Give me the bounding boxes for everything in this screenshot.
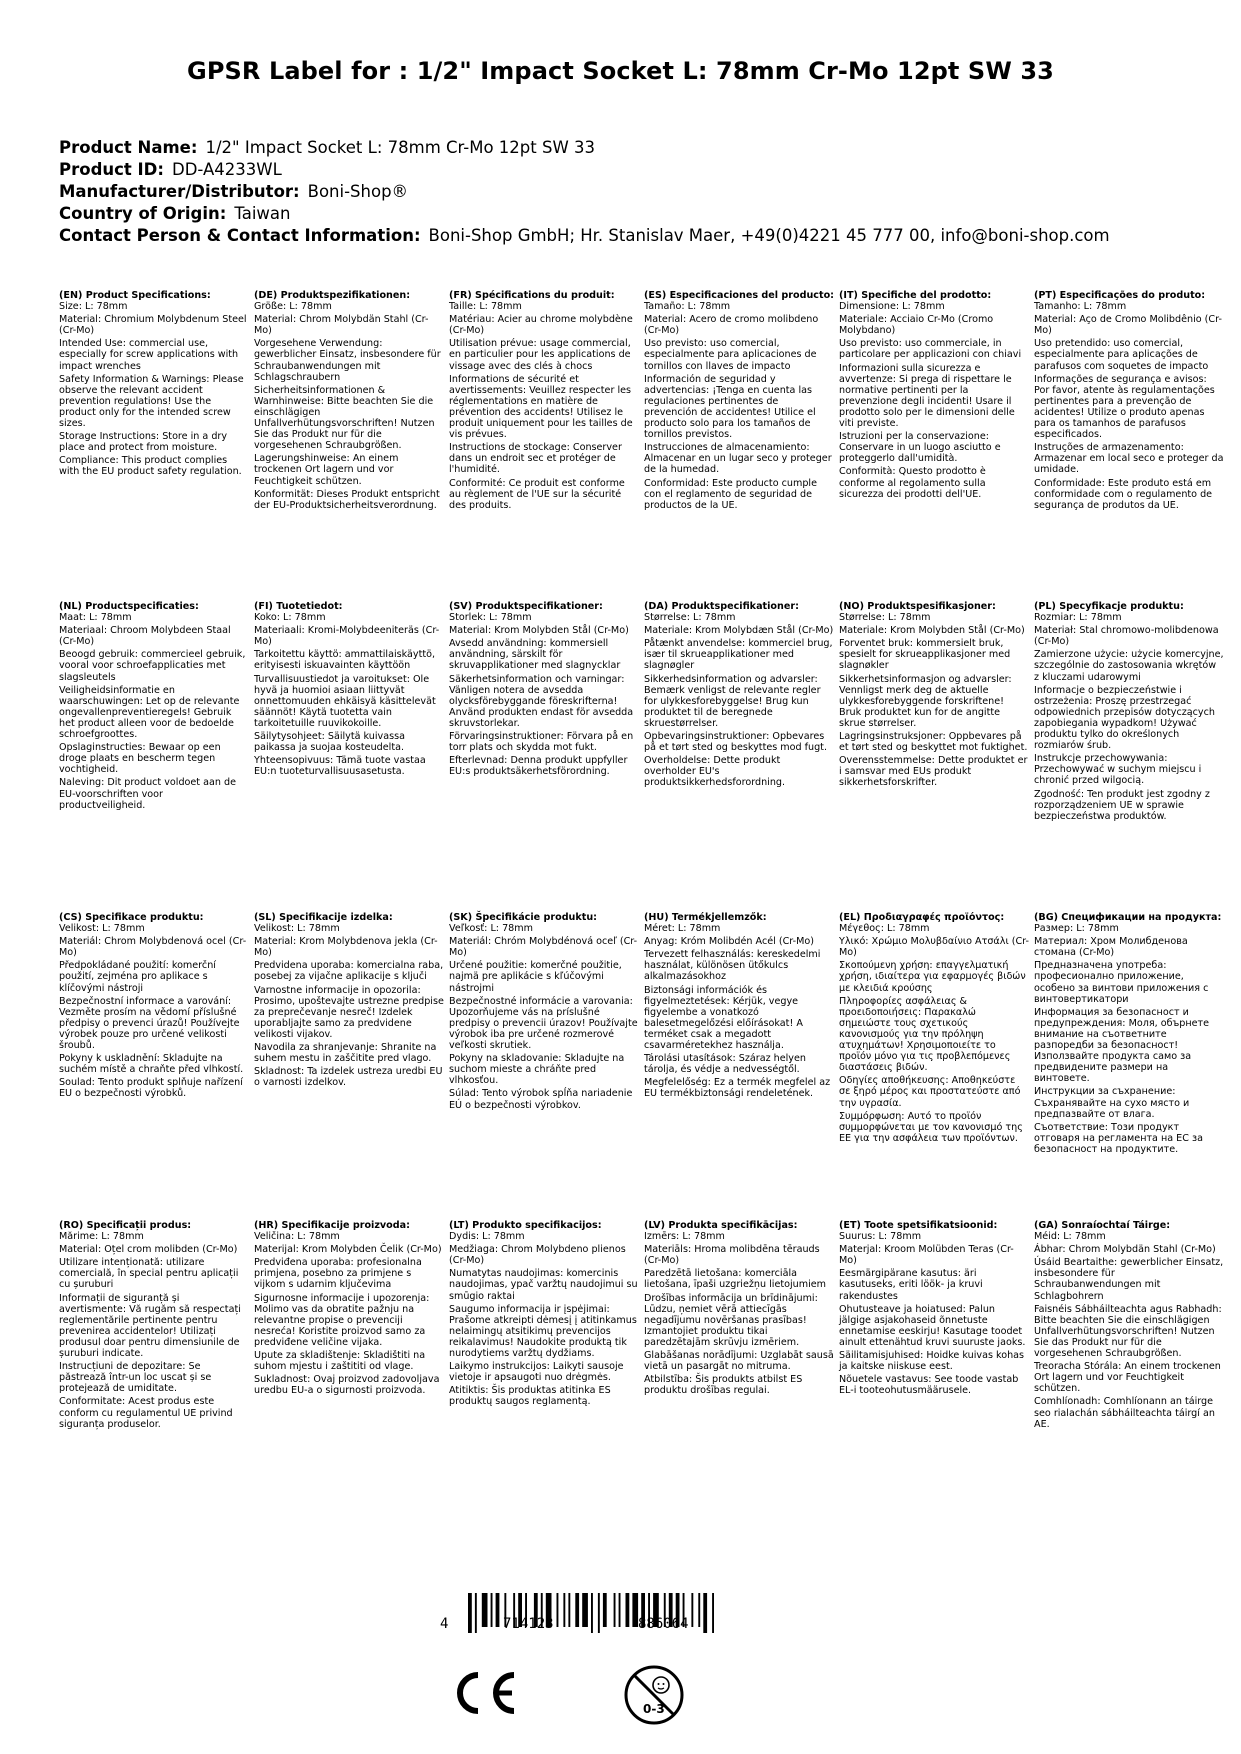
spec-field: Bezpečnostní informace a varování: Vezměte prosím na vědomí příslušné předpisy o prevenci úrazů! Používejte výrobek pouze pro určené velikosti šroubů. — [59, 995, 240, 1052]
spec-field: Izmērs: L: 78mm — [644, 1231, 725, 1243]
spec-field: Conformità: Questo prodotto è conforme al regolamento sulla sicurezza dei prodotti dell'UE. — [839, 466, 986, 500]
age-range-label: 0-3 — [643, 1702, 665, 1716]
spec-field: Veľkosť: L: 78mm — [449, 923, 533, 935]
spec-field: Megfelelőség: Ez a termék megfelel az EU termékbiztonsági rendeletének. — [644, 1077, 831, 1100]
info-value: DD-A4233WL — [171, 160, 282, 179]
spec-field: Conformitate: Acest produs este conform cu regulamentul UE privind siguranța produselor. — [59, 1396, 233, 1430]
spec-field: Safety Information & Warnings: Please observe the relevant accident prevention regulations! Use the product only for the intended screw sizes. — [59, 373, 244, 430]
spec-heading: (DA) Produktspecifikationer: — [644, 601, 799, 612]
spec-field: Tervezett felhasználás: kereskedelmi használat, különösen ütőkulcs alkalmazásokhoz — [644, 949, 821, 983]
ce-mark-icon — [450, 1670, 520, 1716]
spec-section — [1034, 601, 1224, 822]
info-value: Taiwan — [234, 204, 291, 223]
spec-field: Maat: L: 78mm — [59, 612, 132, 624]
spec-field: Soulad: Tento produkt splňuje nařízení EU o bezpečnosti výrobků. — [59, 1077, 243, 1100]
spec-section — [254, 290, 444, 511]
spec-section — [59, 601, 249, 811]
info-value: Boni-Shop GmbH; Hr. Stanislav Maer, +49(0)4221 45 777 00, info@boni-shop.com — [428, 226, 1110, 245]
spec-field: Opbevaringsinstruktioner: Opbevares på et tørt sted og beskyttes mod fugt. — [644, 731, 827, 754]
spec-field: Tárolási utasítások: Száraz helyen tárolja, és védje a nedvességtől. — [644, 1053, 806, 1076]
spec-field: Numatytas naudojimas: komercinis naudojimas, ypač varžtų naudojimui su smūgio raktai — [449, 1268, 638, 1302]
spec-field: Rozmiar: L: 78mm — [1034, 612, 1122, 624]
spec-field: Vorgesehene Verwendung: gewerblicher Einsatz, insbesondere für Schraubanwendungen mit Schlagschraubern — [254, 338, 441, 383]
spec-field: Utilizare intenționată: utilizare comercială, în special pentru aplicații cu șuruburi — [59, 1257, 239, 1291]
spec-field: Uso pretendido: uso comercial, especialmente para aplicações de parafusos com soquetes de impacto — [1034, 338, 1209, 372]
spec-field: Dimensione: L: 78mm — [839, 301, 945, 313]
spec-field: Dydis: L: 78mm — [449, 1231, 525, 1243]
spec-heading: (SV) Produktspecifikationer: — [449, 601, 603, 612]
spec-field: Informações de segurança e avisos: Por favor, atente às regulamentações pertinentes para a prevenção de acidentes! Utilize o produto apenas para os tamanhos de parafusos especificados. — [1034, 373, 1215, 441]
spec-field: Skladnost: Ta izdelek ustreza uredbi EU o varnosti izdelkov. — [254, 1066, 443, 1089]
spec-field: Materiale: Krom Molybdæn Stål (Cr-Mo) — [644, 625, 834, 637]
spec-heading: (DE) Produktspezifikationen: — [254, 290, 411, 301]
spec-heading: (SL) Specifikacije izdelka: — [254, 912, 393, 923]
spec-section — [449, 1220, 639, 1408]
spec-field: Předpokládané použití: komerční použití, zejména pro aplikace s klíčovými nástroji — [59, 960, 216, 994]
spec-field: Opslaginstructies: Bewaar op een droge plaats en bescherm tegen vochtigheid. — [59, 742, 221, 776]
spec-field: Taille: L: 78mm — [449, 301, 522, 313]
spec-section — [1034, 290, 1224, 511]
spec-field: Comhlíonadh: Comhlíonann an táirge seo rialachán sábháilteachta táirgí an AE. — [1034, 1396, 1215, 1430]
spec-field: Faisnéis Sábháilteachta agus Rabhadh: Bitte beachten Sie die einschlägigen Unfallverhütungsvorschriften! Nutzen Sie das Produkt nur für die vorgesehenen Schraubgrößen. — [1034, 1303, 1222, 1360]
spec-field: Compliance: This product complies with the EU product safety regulation. — [59, 455, 242, 478]
spec-field: Atitiktis: Šis produktas atitinka ES produktų saugos reglamentą. — [449, 1385, 611, 1408]
info-label: Country of Origin: — [59, 204, 227, 223]
spec-field: Påtænkt anvendelse: kommerciel brug, især til skrueapplikationer med slagnøgler — [644, 638, 833, 672]
spec-field: Säkerhetsinformation och varningar: Vänligen notera de avsedda olycksförebyggande föreskrifterna! Använd produkten endast för avsedda skruvstorlekar. — [449, 673, 634, 729]
spec-field: Varnostne informacije in opozorila: Prosimo, upoštevajte ustrezne predpise za preprečevanje nesreč! Izdelek uporabljajte samo za predvidene velikosti vijakov. — [254, 984, 444, 1040]
spec-field: Instructions de stockage: Conserver dans un endroit sec et protéger de l'humidité. — [449, 442, 622, 476]
spec-field: Предназначена употреба: професионално приложение, особено за винтови приложения с винтовертикатори — [1034, 960, 1209, 1005]
spec-field: Υλικό: Χρώμιο Μολυβδαίνιο Ατσάλι (Cr-Mo) — [839, 936, 1029, 959]
spec-section — [449, 290, 639, 511]
spec-field: Säilytysohjeet: Säilytä kuivassa paikassa ja suojaa kosteudelta. — [254, 731, 405, 754]
spec-heading: (RO) Specificații produs: — [59, 1220, 192, 1231]
spec-field: Materiál: Chróm Molybdénová oceľ (Cr-Mo) — [449, 936, 638, 959]
spec-field: Materjal: Kroom Molübden Teras (Cr-Mo) — [839, 1244, 1014, 1267]
info-row — [59, 137, 1199, 159]
barcode-digit-first: 4 — [440, 1616, 449, 1632]
info-label: Contact Person & Contact Information: — [59, 226, 421, 245]
info-value: Boni-Shop® — [307, 182, 409, 201]
spec-field: Materijal: Krom Molybden Čelik (Cr-Mo) — [254, 1244, 442, 1256]
spec-field: Forventet bruk: kommersielt bruk, spesielt for skrueapplikasjoner med slagnøkler — [839, 638, 1011, 672]
spec-field: Съответствие: Този продукт отговаря на регламента на ЕС за безопасност на продуктите. — [1034, 1121, 1203, 1155]
spec-field: Størrelse: L: 78mm — [644, 612, 736, 624]
spec-heading: (GA) Sonraíochtaí Táirge: — [1034, 1220, 1171, 1231]
spec-field: Conformité: Ce produit est conforme au règlement de l'UE sur la sécurité des produits. — [449, 477, 625, 511]
spec-field: Drošības informācija un brīdinājumi: Lūdzu, ņemiet vērā attiecīgās negadījumu novēršanas prasības! Izmantojiet produktu tikai paredzētajām skrūvju izmēriem. — [644, 1292, 818, 1348]
spec-section — [644, 601, 834, 789]
spec-field: Πληροφορίες ασφάλειας & προειδοποιήσεις: Παρακαλώ σημειώστε τους σχετικούς κανονισμούς για την πρόληψη ατυχημάτων! Χρησιμοποιείτε το προϊόν μόνο για τις προβλεπόμενες διαστάσεις βιδών. — [839, 995, 1011, 1074]
spec-field: Material: Krom Molybdenova jekla (Cr-Mo) — [254, 936, 438, 959]
spec-field: Material: Chrom Molybdän Stahl (Cr-Mo) — [254, 314, 429, 337]
spec-section — [59, 290, 249, 478]
spec-field: Conformidade: Este produto está em conformidade com o regulamento de segurança de produtos da UE. — [1034, 477, 1213, 511]
spec-field: Información de seguridad y advertencias: ¡Tenga en cuenta las regulaciones pertinentes de prevención de accidentes! Utilice el producto solo para los tamaños de tornillos previstos. — [644, 373, 816, 441]
spec-heading: (SK) Špecifikácie produktu: — [449, 912, 598, 923]
spec-field: Beoogd gebruik: commercieel gebruik, vooral voor schroefapplicaties met slagsleutels — [59, 649, 246, 683]
spec-section — [1034, 912, 1224, 1155]
spec-heading: (FR) Spécifications du produit: — [449, 290, 615, 301]
info-row — [59, 203, 1199, 225]
spec-field: Sukladnost: Ovaj proizvod zadovoljava uredbu EU-a o sigurnosti proizvoda. — [254, 1374, 440, 1397]
spec-field: Velikost: L: 78mm — [254, 923, 340, 935]
spec-field: Upute za skladištenje: Skladištiti na suhom mjestu i zaštititi od vlage. — [254, 1350, 426, 1373]
spec-field: Navodila za shranjevanje: Shranite na suhem mestu in zaščitite pred vlago. — [254, 1042, 437, 1065]
spec-field: Material: Krom Molybden Stål (Cr-Mo) — [449, 625, 629, 637]
spec-field: Avsedd användning: kommersiell användning, särskilt för skruvapplikationer med slagnycklar — [449, 638, 621, 672]
spec-field: Zamierzone użycie: użycie komercyjne, szczególnie do zastosowania wkrętów z kluczami udarowymi — [1034, 649, 1224, 683]
spec-field: Förvaringsinstruktioner: Förvara på en torr plats och skydda mot fukt. — [449, 731, 634, 754]
barcode-digits-right: 886064 — [638, 1616, 689, 1632]
spec-field: Säilitamisjuhised: Hoidke kuivas kohas ja kaitske niiskuse eest. — [839, 1350, 1025, 1373]
spec-field: Určené použitie: komerčné použitie, najmä pre aplikácie s kľúčovými nástrojmi — [449, 960, 622, 994]
spec-heading: (ES) Especificaciones del producto: — [644, 290, 835, 301]
spec-field: Størrelse: L: 78mm — [839, 612, 931, 624]
spec-field: Suurus: L: 78mm — [839, 1231, 922, 1243]
spec-field: Méret: L: 78mm — [644, 923, 721, 935]
spec-heading: (LT) Produkto specifikacijos: — [449, 1220, 602, 1231]
spec-field: Úsáid Beartaithe: gewerblicher Einsatz, insbesondere für Schraubanwendungen mit Schlagbohrern — [1034, 1257, 1224, 1302]
spec-field: Tamanho: L: 78mm — [1034, 301, 1127, 313]
spec-field: Medžiaga: Chrom Molybdeno plienos (Cr-Mo) — [449, 1244, 626, 1267]
spec-field: Materiaal: Chroom Molybdeen Staal (Cr-Mo) — [59, 625, 231, 648]
spec-section — [254, 601, 444, 777]
spec-field: Bezpečnostné informácie a varovania: Upozorňujeme vás na príslušné predpisy o prevencii úrazov! Používajte výrobok iba pre určené rozmerové veľkosti skrutiek. — [449, 995, 638, 1052]
not-for-children-0-3-icon — [623, 1664, 685, 1726]
spec-section — [644, 912, 834, 1100]
spec-field: Ábhar: Chrom Molybdän Stahl (Cr-Mo) — [1034, 1244, 1216, 1256]
spec-heading: (PT) Especificações do produto: — [1034, 290, 1206, 301]
spec-field: Anyag: Króm Molibdén Acél (Cr-Mo) — [644, 936, 814, 948]
spec-field: Súlad: Tento výrobok spĺňa nariadenie EÚ o bezpečnosti výrobkov. — [449, 1088, 633, 1111]
spec-field: Storlek: L: 78mm — [449, 612, 532, 624]
spec-section — [839, 601, 1029, 789]
spec-field: Predviđena uporaba: profesionalna primjena, posebno za primjene s vijkom s udarnim ključevima — [254, 1257, 422, 1291]
spec-section — [644, 290, 834, 511]
spec-field: Istruzioni per la conservazione: Conservare in un luogo asciutto e proteggerlo dall'umidità. — [839, 431, 1001, 465]
spec-field: Efterlevnad: Denna produkt uppfyller EU:s produktsäkerhetsförordning. — [449, 755, 628, 778]
page-title: GPSR Label for : 1/2" Impact Socket L: 78mm Cr-Mo 12pt SW 33 — [187, 57, 1054, 85]
spec-field: Lagerungshinweise: An einem trockenen Ort lagern und vor Feuchtigkeit schützen. — [254, 453, 399, 487]
spec-field: Biztonsági információk és figyelmeztetések: Kérjük, vegye figyelembe a vonatkozó balesetmegelőzési előírásokat! A terméket csak a megadott csavarméretekhez használja. — [644, 984, 803, 1052]
spec-field: Saugumo informacija ir įspėjimai: Prašome atkreipti dėmesį į atitinkamus nelaimingų atsitikimų prevencijos reikalavimus! Naudokite produktą tik nurodytiems varžtų dydžiams. — [449, 1303, 637, 1360]
spec-field: Material: Oțel crom molibden (Cr-Mo) — [59, 1244, 238, 1256]
spec-field: Veličina: L: 78mm — [254, 1231, 340, 1243]
spec-field: Размер: L: 78mm — [1034, 923, 1119, 935]
info-label: Product ID: — [59, 160, 164, 179]
spec-heading: (HU) Termékjellemzők: — [644, 912, 767, 923]
spec-field: Koko: L: 78mm — [254, 612, 326, 624]
spec-field: Glabāšanas norādījumi: Uzglabāt sausā vietā un pasargāt no mitruma. — [644, 1350, 834, 1373]
spec-section — [839, 1220, 1029, 1396]
spec-field: Méid: L: 78mm — [1034, 1231, 1106, 1243]
spec-field: Материал: Хром Молибденова стомана (Cr-Mo) — [1034, 936, 1188, 959]
spec-field: Nõuetele vastavus: See toode vastab EL-i tooteohutusmäärusele. — [839, 1374, 1019, 1397]
spec-field: Informazioni sulla sicurezza e avvertenze: Si prega di rispettare le normative pertinenti per la prevenzione degli incidenti! Usare il prodotto solo per le dimensioni delle viti previste. — [839, 362, 1015, 430]
info-value: 1/2" Impact Socket L: 78mm Cr-Mo 12pt SW 33 — [205, 138, 596, 157]
spec-heading: (ET) Toote spetsifikatsioonid: — [839, 1220, 998, 1231]
spec-section — [59, 1220, 249, 1430]
spec-field: Yhteensopivuus: Tämä tuote vastaa EU:n tuoteturvallisuusasetusta. — [254, 755, 426, 778]
spec-field: Tamaño: L: 78mm — [644, 301, 731, 313]
spec-field: Materiál: Chrom Molybdenová ocel (Cr-Mo) — [59, 936, 247, 959]
spec-field: Instrukcje przechowywania: Przechowywać w suchym miejscu i chronić przed wilgocią. — [1034, 753, 1202, 787]
spec-heading: (EL) Προδιαγραφές προϊόντος: — [839, 912, 1005, 923]
spec-field: Predvidena uporaba: komercialna raba, posebej za vijačne aplikacije s ključi — [254, 960, 444, 983]
spec-field: Informations de sécurité et avertissements: Veuillez respecter les réglementations en matière de prévention des accidents! Utilisez le produit uniquement pour les tailles de vis prévues. — [449, 373, 633, 441]
spec-section — [59, 912, 249, 1100]
spec-field: Lagringsinstruksjoner: Oppbevares på et tørt sted og beskyttet mot fuktighet. — [839, 731, 1028, 754]
spec-field: Naleving: Dit product voldoet aan de EU-voorschriften voor productveiligheid. — [59, 777, 236, 811]
spec-heading: (LV) Produkta specifikācijas: — [644, 1220, 798, 1231]
spec-heading: (PL) Specyfikacje produktu: — [1034, 601, 1184, 612]
spec-field: Instrucciones de almacenamiento: Almacenar en un lugar seco y proteger de la humedad. — [644, 442, 832, 476]
spec-field: Intended Use: commercial use, especially for screw applications with impact wrenches — [59, 338, 239, 372]
spec-field: Σκοπούμενη χρήση: επαγγελματική χρήση, ιδιαίτερα για εφαρμογές βιδών με κλειδιά κρούσης — [839, 960, 1026, 994]
spec-field: Instrucțiuni de depozitare: Se păstrează într-un loc uscat și se protejează de umiditate. — [59, 1361, 212, 1395]
spec-field: Overholdelse: Dette produkt overholder EU's produktsikkerhedsforordning. — [644, 755, 786, 789]
spec-heading: (BG) Спецификации на продукта: — [1034, 912, 1222, 923]
spec-field: Instruções de armazenamento: Armazenar em local seco e proteger da umidade. — [1034, 442, 1224, 476]
spec-field: Laikymo instrukcijos: Laikyti sausoje vietoje ir apsaugoti nuo drėgmės. — [449, 1361, 624, 1384]
spec-field: Οδηγίες αποθήκευσης: Αποθηκεύστε σε ξηρό μέρος και προστατεύστε από την υγρασία. — [839, 1075, 1021, 1109]
spec-field: Materiale: Krom Molybden Stål (Cr-Mo) — [839, 625, 1025, 637]
spec-field: Συμμόρφωση: Αυτό το προϊόν συμμορφώνεται με τον κανονισμό της ΕΕ για την ασφάλεια των προϊόντων. — [839, 1110, 1023, 1144]
info-label: Manufacturer/Distributor: — [59, 182, 300, 201]
product-info — [59, 137, 1199, 247]
spec-field: Sikkerhetsinformasjon og advarsler: Vennligst merk deg de aktuelle ulykkesforebyggende forskriftene! Bruk produktet kun for de angitte skrue størrelser. — [839, 673, 1012, 729]
info-row — [59, 225, 1199, 247]
spec-field: Utilisation prévue: usage commercial, en particulier pour les applications de vissage avec des clés à chocs — [449, 338, 631, 372]
spec-field: Matériau: Acier au chrome molybdène (Cr-Mo) — [449, 314, 633, 337]
spec-field: Materiale: Acciaio Cr-Mo (Cromo Molybdano) — [839, 314, 994, 337]
info-row — [59, 181, 1199, 203]
spec-field: Informacje o bezpieczeństwie i ostrzeżenia: Proszę przestrzegać odpowiednich przepisów dotyczących zapobiegania wypadkom! Używać produktu tylko do określonych rozmiarów śrub. — [1034, 684, 1215, 752]
spec-field: Sigurnosne informacije i upozorenja: Molimo vas da obratite pažnju na relevantne propise o prevenciji nesreća! Koristite proizvod samo za predviđene veličine vijaka. — [254, 1292, 430, 1348]
barcode-digits-left: 714123 — [503, 1616, 554, 1632]
spec-field: Size: L: 78mm — [59, 301, 128, 313]
spec-field: Uso previsto: uso commerciale, in particolare per applicazioni con chiavi — [839, 338, 1022, 361]
spec-heading: (FI) Tuotetiedot: — [254, 601, 343, 612]
spec-field: Material: Acero de cromo molibdeno (Cr-Mo) — [644, 314, 819, 337]
spec-field: Treoracha Stórála: An einem trockenen Ort lagern und vor Feuchtigkeit schützen. — [1034, 1361, 1221, 1395]
spec-field: Materiāls: Hroma molibdēna tērauds (Cr-Mo) — [644, 1244, 820, 1267]
spec-field: Overensstemmelse: Dette produktet er i samsvar med EUs produkt sikkerhetsforskrifter. — [839, 755, 1028, 789]
spec-field: Velikost: L: 78mm — [59, 923, 145, 935]
spec-heading: (NL) Productspecificaties: — [59, 601, 199, 612]
spec-heading: (EN) Product Specifications: — [59, 290, 211, 301]
spec-field: Conformidad: Este producto cumple con el reglamento de seguridad de productos de la UE. — [644, 477, 817, 511]
spec-field: Paredzētā lietošana: komerciāla lietošana, īpaši uzgriežņu lietojumiem — [644, 1268, 826, 1291]
spec-field: Zgodność: Ten produkt jest zgodny z rozporządzeniem UE w sprawie bezpieczeństwa produktów. — [1034, 788, 1210, 822]
spec-field: Größe: L: 78mm — [254, 301, 332, 313]
spec-field: Materiał: Stal chromowo-molibdenowa (Cr-Mo) — [1034, 625, 1219, 648]
spec-field: Turvallisuustiedot ja varoitukset: Ole hyvä ja huomioi asiaan liittyvät onnettomuuden ehkäisyä käsittelevät säännöt! Käytä tuotetta vain tarkoitetuille ruuvikokoille. — [254, 673, 436, 729]
spec-heading: (CS) Specifikace produktu: — [59, 912, 204, 923]
spec-field: Sicherheitsinformationen & Warnhinweise: Bitte beachten Sie die einschlägigen Unfallverhütungsvorschriften! Nutzen Sie das Produkt nur für die vorgesehenen Schraubgrößen. — [254, 384, 435, 452]
spec-section — [839, 912, 1029, 1144]
info-label: Product Name: — [59, 138, 198, 157]
spec-field: Material: Chromium Molybdenum Steel (Cr-Mo) — [59, 314, 247, 337]
spec-heading: (NO) Produktspesifikasjoner: — [839, 601, 996, 612]
spec-field: Инструкции за съхранение: Съхранявайте на сухо място и предпазвайте от влага. — [1034, 1086, 1190, 1120]
spec-heading: (IT) Specifiche del prodotto: — [839, 290, 992, 301]
spec-field: Pokyny k uskladnění: Skladujte na suchém místě a chraňte před vlhkostí. — [59, 1053, 244, 1076]
spec-field: Informații de siguranță și avertismente: Vă rugăm să respectați reglementările pertinente pentru prevenirea accidentelor! Utilizați produsul doar pentru dimensiunile de șuruburi indicate. — [59, 1292, 241, 1360]
spec-field: Ohutusteave ja hoiatused: Palun jälgige asjakohaseid õnnetuste ennetamise eeskirju! Kasutage toodet ainult ettenähtud kruvi suuruste jaoks. — [839, 1303, 1026, 1348]
spec-heading: (HR) Specifikacije proizvoda: — [254, 1220, 410, 1231]
spec-section — [449, 601, 639, 777]
spec-field: Μέγεθος: L: 78mm — [839, 923, 930, 935]
spec-field: Materiaali: Kromi-Molybdeeniteräs (Cr-Mo) — [254, 625, 440, 648]
spec-field: Uso previsto: uso comercial, especialmente para aplicaciones de tornillos con llaves de impacto — [644, 338, 817, 372]
spec-section — [1034, 1220, 1224, 1430]
spec-field: Storage Instructions: Store in a dry place and protect from moisture. — [59, 431, 228, 454]
spec-section — [254, 912, 444, 1088]
spec-field: Atbilstība: Šis produkts atbilst ES produktu drošības regulai. — [644, 1374, 803, 1397]
spec-field: Eesmärgipärane kasutus: äri kasutuseks, eriti löök- ja kruvi rakendustes — [839, 1268, 983, 1302]
spec-field: Veiligheidsinformatie en waarschuwingen: Let op de relevante ongevallenpreventieregels! Gebruik het product alleen voor de bedoelde schroefgroottes. — [59, 684, 240, 741]
spec-field: Mărime: L: 78mm — [59, 1231, 144, 1243]
spec-field: Konformität: Dieses Produkt entspricht der EU-Produktsicherheitsverordnung. — [254, 488, 440, 511]
spec-section — [254, 1220, 444, 1396]
info-row — [59, 159, 1199, 181]
spec-section — [839, 290, 1029, 500]
spec-field: Tarkoitettu käyttö: ammattilaiskäyttö, erityisesti iskuavainten käyttöön — [254, 649, 436, 672]
spec-section — [449, 912, 639, 1111]
spec-field: Информация за безопасност и предупреждения: Моля, обърнете внимание на съответните разпоредби за безопасност! Използвайте продукта само за предвидените размери на винтовете. — [1034, 1006, 1210, 1085]
spec-field: Material: Aço de Cromo Molibdênio (Cr-Mo) — [1034, 314, 1222, 337]
spec-section — [644, 1220, 834, 1396]
spec-field: Sikkerhedsinformation og advarsler: Bemærk venligst de relevante regler for ulykkesforebyggelse! Brug kun produktet til de beregnede skruestørrelser. — [644, 673, 821, 729]
spec-field: Pokyny na skladovanie: Skladujte na suchom mieste a chráňte pred vlhkosťou. — [449, 1053, 625, 1087]
